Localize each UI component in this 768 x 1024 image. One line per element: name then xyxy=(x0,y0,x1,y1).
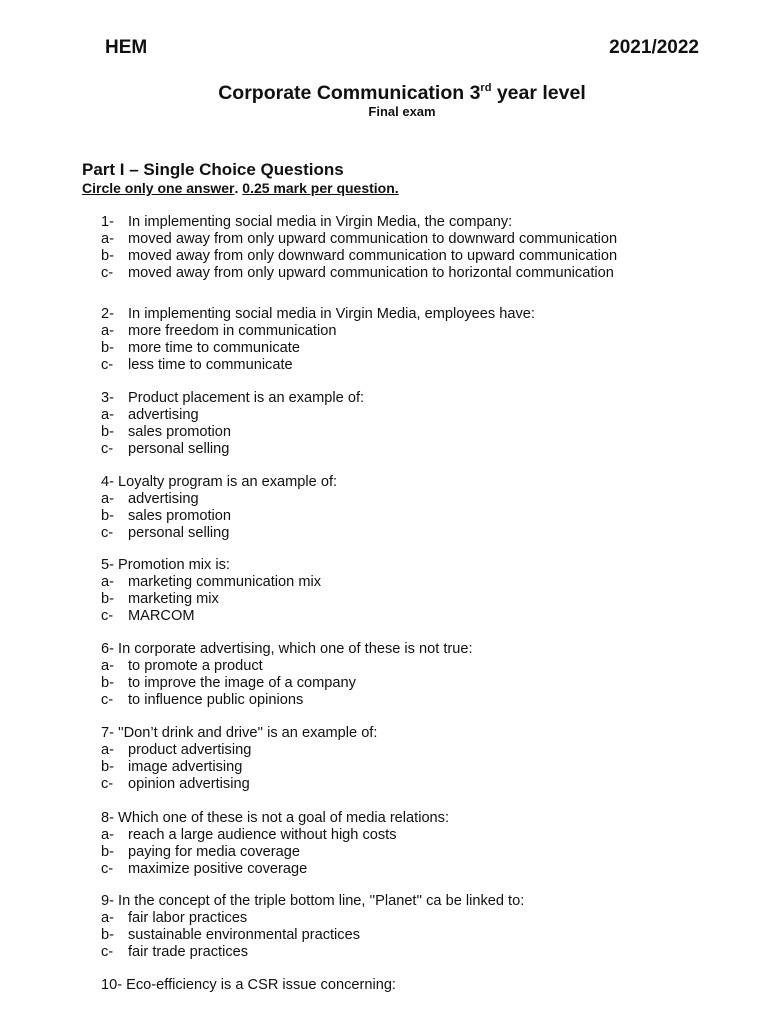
question-prompt: In implementing social media in Virgin Media, employees have: xyxy=(128,306,535,322)
option-text: sales promotion xyxy=(128,508,232,524)
option-text: to promote a product xyxy=(128,658,263,674)
question-prompt: Eco-efficiency is a CSR issue concerning: xyxy=(126,977,396,993)
option-text: moved away from only downward communication to upward communication xyxy=(128,248,618,264)
option-label: c- xyxy=(101,608,114,624)
option-text: maximize positive coverage xyxy=(128,861,308,877)
question-text xyxy=(101,977,396,994)
option-label: b- xyxy=(101,340,114,356)
option-label: b- xyxy=(101,759,114,775)
option-text: to influence public opinions xyxy=(128,692,304,708)
option-text: advertising xyxy=(128,407,199,423)
question-prompt: ''Don’t drink and drive'' is an example of: xyxy=(118,725,378,741)
question-text xyxy=(101,474,337,491)
school-name: HEM xyxy=(105,37,148,58)
option-label: a- xyxy=(101,231,114,247)
option-label: a- xyxy=(101,658,114,674)
option-text: more freedom in communication xyxy=(128,323,337,339)
question-prompt: In corporate advertising, which one of these is not true: xyxy=(118,641,473,657)
question-number: 1- xyxy=(101,214,114,230)
question-text xyxy=(101,641,473,658)
option-label: a- xyxy=(101,742,114,758)
option-text: sustainable environmental practices xyxy=(128,927,361,943)
question-text xyxy=(101,725,377,742)
title-rest: year level xyxy=(491,82,586,104)
question-prompt: Loyalty program is an example of: xyxy=(118,474,338,490)
question-prompt: Which one of these is not a goal of media relations: xyxy=(118,810,450,826)
option-text: less time to communicate xyxy=(128,357,293,373)
option-label: a- xyxy=(101,323,114,339)
option-text: reach a large audience without high costs xyxy=(128,827,397,843)
question-prompt: In the concept of the triple bottom line, ''Planet'' ca be linked to: xyxy=(118,893,525,909)
option-label: c- xyxy=(101,357,114,373)
option-text: marketing communication mix xyxy=(128,574,322,590)
question-number: 7- xyxy=(101,725,114,741)
question-number: 6- xyxy=(101,641,114,657)
question-number: 4- xyxy=(101,474,114,490)
title-main: Corporate Communication 3 xyxy=(218,82,481,104)
option-text: MARCOM xyxy=(128,608,195,624)
option-label: c- xyxy=(101,861,114,877)
exam-title xyxy=(0,82,768,105)
option-label: c- xyxy=(101,776,114,792)
option-text: fair labor practices xyxy=(128,910,248,926)
question-number: 5- xyxy=(101,557,114,573)
title-sup: rd xyxy=(480,82,492,94)
option-text: sales promotion xyxy=(128,424,232,440)
option-label: c- xyxy=(101,265,114,281)
option-text: personal selling xyxy=(128,441,230,457)
option-text: to improve the image of a company xyxy=(128,675,356,691)
academic-year: 2021/2022 xyxy=(609,37,699,58)
exam-subtitle: Final exam xyxy=(368,104,436,119)
option-text: fair trade practices xyxy=(128,944,249,960)
question-prompt: Product placement is an example of: xyxy=(128,390,365,406)
option-label: b- xyxy=(101,927,114,943)
part-heading: Part I – Single Choice Questions xyxy=(82,160,344,179)
question-prompt: In implementing social media in Virgin Media, the company: xyxy=(128,214,513,230)
question-number: 3- xyxy=(101,390,114,406)
question-text xyxy=(101,810,449,827)
question-number: 10- xyxy=(101,977,123,993)
option-text: opinion advertising xyxy=(128,776,250,792)
option-text: advertising xyxy=(128,491,199,507)
option-label: b- xyxy=(101,424,114,440)
instruction-1: Circle only one answer xyxy=(82,180,235,196)
question-text xyxy=(101,557,230,574)
option-text: paying for media coverage xyxy=(128,844,300,860)
option-label: a- xyxy=(101,910,114,926)
instructions xyxy=(82,180,399,196)
option-label: b- xyxy=(101,248,114,264)
option-text: moved away from only upward communication to downward communication xyxy=(128,231,618,247)
question-text xyxy=(101,893,524,910)
option-label: c- xyxy=(101,692,114,708)
option-label: a- xyxy=(101,491,114,507)
question-number: 2- xyxy=(101,306,114,322)
option-text: image advertising xyxy=(128,759,243,775)
instruction-2: 0.25 mark per question. xyxy=(242,180,399,196)
option-text: marketing mix xyxy=(128,591,219,607)
option-text: moved away from only upward communication to horizontal communication xyxy=(128,265,614,281)
option-label: b- xyxy=(101,591,114,607)
option-label: b- xyxy=(101,675,114,691)
option-label: a- xyxy=(101,407,114,423)
question-number: 8- xyxy=(101,810,114,826)
option-text: personal selling xyxy=(128,525,230,541)
option-label: b- xyxy=(101,508,114,524)
option-label: c- xyxy=(101,525,114,541)
option-label: c- xyxy=(101,944,114,960)
option-label: a- xyxy=(101,574,114,590)
option-label: a- xyxy=(101,827,114,843)
instruction-sep: . xyxy=(234,180,243,196)
question-prompt: Promotion mix is: xyxy=(118,557,230,573)
option-text: product advertising xyxy=(128,742,252,758)
option-label: c- xyxy=(101,441,114,457)
option-label: b- xyxy=(101,844,114,860)
option-text: more time to communicate xyxy=(128,340,300,356)
question-number: 9- xyxy=(101,893,114,909)
